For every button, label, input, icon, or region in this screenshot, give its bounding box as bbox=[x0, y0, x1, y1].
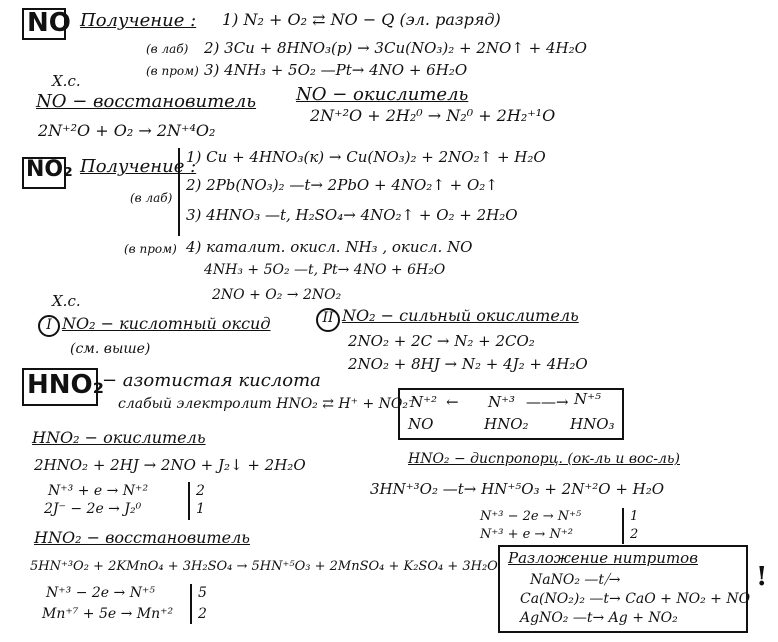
scheme-state-n5: N⁺⁵ bbox=[574, 390, 602, 408]
no2-lab-bracket bbox=[178, 148, 180, 236]
nitrite-reaction-3: AgNO₂ —t→ Ag + NO₂ bbox=[520, 610, 678, 626]
hno2-oxidizer-balance-1-coef: 2 bbox=[196, 483, 205, 499]
no2-property-1-number: I bbox=[38, 315, 60, 337]
hno2-disproportionation-balance-2-coef: 2 bbox=[630, 527, 639, 542]
no2-reaction-2-condition: (в лаб) bbox=[130, 191, 173, 205]
scheme-state-n3: N⁺³ bbox=[488, 393, 516, 411]
hno2-label: HNO₂ bbox=[27, 370, 105, 400]
no2-property-2: NO₂ − сильный окислитель bbox=[342, 306, 579, 325]
hno2-reducer-balance-2: Mn⁺⁷ + 5e → Mn⁺² bbox=[42, 606, 174, 622]
no-reducer-equation: 2N⁺²O + O₂ → 2N⁺⁴O₂ bbox=[38, 121, 216, 140]
nitrite-decomposition-title: Разложение нитритов bbox=[508, 549, 698, 567]
no-heading: Получение : bbox=[80, 10, 197, 31]
scheme-state-n2: N⁺² bbox=[410, 393, 438, 411]
hno2-disproportionation-balance-2: N⁺³ + e → N⁺² bbox=[480, 527, 573, 542]
nitrite-reaction-1: NaNO₂ —t⧸→ bbox=[530, 572, 621, 588]
no-reaction-3-condition: (в пром) bbox=[146, 64, 199, 78]
hno2-reducer-balance-1: N⁺³ − 2e → N⁺⁵ bbox=[46, 585, 155, 601]
hno2-reducer-equation: 5HN⁺³O₂ + 2KMnO₄ + 3H₂SO₄ → 5HN⁺⁵O₃ + 2MnSO₄ + K₂SO₄ + 3H₂O bbox=[30, 559, 498, 574]
scheme-arrow-left: ← bbox=[446, 393, 459, 411]
hno2-disproportionation-equation: 3HN⁺³O₂ —t→ HN⁺⁵O₃ + 2N⁺²O + H₂O bbox=[370, 480, 665, 498]
hno2-oxidizer-balance-bar bbox=[188, 482, 190, 520]
hno2-oxidizer-balance-2-coef: 1 bbox=[196, 501, 205, 517]
no2-chemical-properties-label: Х.с. bbox=[52, 292, 81, 310]
no-reducer-heading: NO − восстановитель bbox=[36, 91, 257, 112]
scheme-arrow-right: ——→ bbox=[526, 393, 569, 411]
no2-heading: Получение : bbox=[80, 156, 197, 177]
no-chemical-properties-label: Х.с. bbox=[52, 72, 81, 90]
hno2-oxidizer-heading: HNO₂ − окислитель bbox=[32, 428, 206, 447]
no2-property-1: NO₂ − кислотный оксид bbox=[62, 314, 271, 333]
hno2-oxidizer-balance-1: N⁺³ + e → N⁺² bbox=[48, 483, 149, 499]
no2-reaction-2: 2) 2Pb(NO₃)₂ —t→ 2PbO + 4NO₂↑ + O₂↑ bbox=[186, 176, 498, 194]
no-oxidizer-equation: 2N⁺²O + 2H₂⁰ → N₂⁰ + 2H₂⁺¹O bbox=[310, 106, 556, 125]
scheme-compound-hno3: HNO₃ bbox=[570, 415, 615, 433]
no-reaction-1: 1) N₂ + O₂ ⇄ NO − Q (эл. разряд) bbox=[222, 10, 501, 29]
hno2-disproportionation-balance-1: N⁺³ − 2e → N⁺⁵ bbox=[480, 509, 582, 524]
no2-property-2-equation-2: 2NO₂ + 8HJ → N₂ + 4J₂ + 4H₂O bbox=[348, 355, 588, 373]
hno2-reducer-heading: HNO₂ − восстановитель bbox=[34, 528, 250, 547]
hno2-title: − азотистая кислота bbox=[102, 370, 321, 391]
no2-reaction-4b: 2NO + O₂ → 2NO₂ bbox=[212, 287, 342, 303]
scheme-compound-hno2: HNO₂ bbox=[484, 415, 529, 433]
hno2-disproportionation-balance-1-coef: 1 bbox=[630, 509, 639, 524]
no-reaction-3: 3) 4NH₃ + 5O₂ —Pt→ 4NO + 6H₂O bbox=[204, 61, 468, 79]
hno2-reducer-balance-1-coef: 5 bbox=[198, 585, 207, 601]
hno2-reducer-balance-2-coef: 2 bbox=[198, 606, 207, 622]
no2-reaction-4: 4) каталит. окисл. NH₃ , окисл. NO bbox=[186, 238, 473, 256]
hno2-oxidizer-balance-2: 2J⁻ − 2e → J₂⁰ bbox=[44, 501, 142, 517]
no2-reaction-4a: 4NH₃ + 5O₂ —t, Pt→ 4NO + 6H₂O bbox=[204, 262, 446, 278]
hno2-subtitle: слабый электролит HNO₂ ⇄ H⁺ + NO₂⁻ bbox=[118, 396, 416, 412]
no2-reaction-1: 1) Cu + 4HNO₃(к) → Cu(NO₃)₂ + 2NO₂↑ + H₂O bbox=[186, 148, 546, 166]
no2-property-2-equation-1: 2NO₂ + 2C → N₂ + 2CO₂ bbox=[348, 332, 535, 350]
no-label: NO bbox=[27, 8, 71, 38]
no2-property-1-note: (см. выше) bbox=[70, 341, 151, 357]
no-reaction-2-condition: (в лаб) bbox=[146, 42, 189, 56]
hno2-reducer-balance-bar bbox=[190, 584, 192, 624]
no2-property-2-number: II bbox=[316, 308, 340, 332]
no-reaction-2: 2) 3Cu + 8HNO₃(р) → 3Cu(NO₃)₂ + 2NO↑ + 4H₂O bbox=[204, 39, 587, 57]
no-oxidizer-heading: NO − окислитель bbox=[296, 84, 469, 105]
scheme-compound-no: NO bbox=[408, 415, 434, 433]
nitrite-reaction-2: Ca(NO₂)₂ —t→ CaO + NO₂ + NO bbox=[520, 591, 751, 607]
no2-label: NO₂ bbox=[26, 157, 73, 182]
no2-reaction-4-condition: (в пром) bbox=[124, 242, 177, 256]
hno2-disproportionation-balance-bar bbox=[622, 508, 624, 544]
exclamation-mark: ! bbox=[756, 562, 768, 592]
hno2-disproportionation-heading: HNO₂ − диспропорц. (ок-ль и вос-ль) bbox=[408, 451, 680, 467]
hno2-oxidizer-equation: 2HNO₂ + 2HJ → 2NO + J₂↓ + 2H₂O bbox=[34, 456, 306, 474]
no2-reaction-3: 3) 4HNO₃ —t, H₂SO₄→ 4NO₂↑ + O₂ + 2H₂O bbox=[186, 206, 518, 224]
